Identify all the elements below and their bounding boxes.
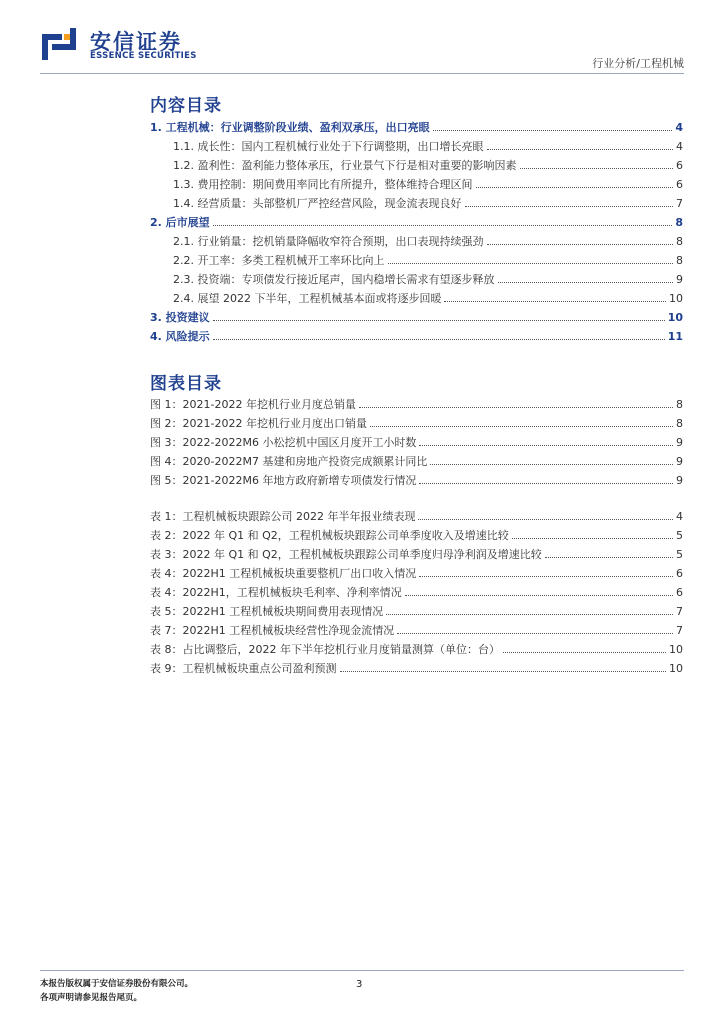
table-entry-text: 表 5：2022H1 工程机械板块期间费用表现情况 (150, 605, 384, 618)
leader-dots (359, 407, 673, 408)
leader-dots (465, 206, 674, 207)
figure-entry-text: 图 2：2021-2022 年挖机行业月度出口销量 (150, 417, 367, 430)
logo-chinese-name: 安信证券 (90, 30, 182, 54)
table-entry-page: 5 (676, 529, 683, 542)
table-entry-page: 10 (669, 662, 683, 675)
table-entry-page: 6 (676, 567, 683, 580)
figure-entry[interactable] (150, 396, 683, 415)
toc-entry-page: 8 (675, 216, 683, 229)
leader-dots (370, 426, 673, 427)
toc-entry[interactable] (150, 157, 683, 176)
leader-dots (419, 483, 673, 484)
toc-entry-text: 2.4. 展望 2022 下半年，工程机械基本面或将逐步回暖 (173, 292, 442, 305)
leader-dots (386, 614, 673, 615)
toc-entry-page: 8 (676, 235, 683, 248)
header-divider (40, 73, 684, 74)
leader-dots (419, 576, 673, 577)
leader-dots (213, 225, 673, 226)
leader-dots (213, 339, 665, 340)
figure-entry-text: 图 1：2021-2022 年挖机行业月度总销量 (150, 398, 356, 411)
toc-entry-page: 10 (669, 292, 683, 305)
toc-entry-text: 1.2. 盈利性：盈利能力整体承压，行业景气下行是相对重要的影响因素 (173, 159, 517, 172)
table-entry[interactable] (150, 546, 683, 565)
leader-dots (512, 538, 673, 539)
leader-dots (397, 633, 673, 634)
toc-entry[interactable] (150, 233, 683, 252)
contents-list (150, 119, 683, 347)
table-entry-text: 表 7：2022H1 工程机械板块经营性净现金流情况 (150, 624, 395, 637)
toc-entry[interactable] (150, 290, 683, 309)
toc-entry-text: 1.3. 费用控制：期间费用率同比有所提升，整体维持合理区间 (173, 178, 473, 191)
table-entry-text: 表 1：工程机械板块跟踪公司 2022 年半年报业绩表现 (150, 510, 416, 523)
toc-entry-page: 11 (667, 330, 683, 343)
table-entry[interactable] (150, 603, 683, 622)
table-entry-text: 表 4：2022H1 工程机械板块重要整机厂出口收入情况 (150, 567, 417, 580)
toc-entry[interactable] (150, 271, 683, 290)
figure-entry-page: 9 (676, 474, 683, 487)
page-number: 3 (356, 979, 363, 990)
table-entry-page: 7 (676, 605, 683, 618)
figure-entry-page: 9 (676, 436, 683, 449)
toc-entry[interactable] (150, 252, 683, 271)
table-entry[interactable] (150, 660, 683, 679)
leader-dots (503, 652, 666, 653)
table-entry-text: 表 4：2022H1，工程机械板块毛利率、净利率情况 (150, 586, 402, 599)
toc-entry-text: 2.1. 行业销量：挖机销量降幅收窄符合预期，出口表现持续强劲 (173, 235, 484, 248)
table-entry-text: 表 3：2022 年 Q1 和 Q2，工程机械板块跟踪公司单季度归母净利润及增速比较 (150, 548, 542, 561)
table-entry-page: 4 (676, 510, 683, 523)
toc-entry-page: 10 (667, 311, 683, 324)
figure-entry-page: 8 (676, 417, 683, 430)
table-entry-page: 6 (676, 586, 683, 599)
table-entry-page: 10 (669, 643, 683, 656)
toc-entry-page: 8 (676, 254, 683, 267)
table-entry-text: 表 8：占比调整后，2022 年下半年挖机行业月度销量测算（单位：台） (150, 643, 500, 656)
figure-entry-text: 图 5：2021-2022M6 年地方政府新增专项债发行情况 (150, 474, 417, 487)
figure-entry[interactable] (150, 415, 683, 434)
leader-dots (498, 282, 674, 283)
figure-entry-page: 9 (676, 455, 683, 468)
essence-logo-icon (40, 26, 80, 62)
figure-entry[interactable] (150, 472, 683, 491)
figure-entry-page: 8 (676, 398, 683, 411)
table-entry[interactable] (150, 527, 683, 546)
leader-dots (340, 671, 667, 672)
disclaimer-notice: 各项声明请参见报告尾页。 (40, 993, 143, 1003)
figure-entry-text: 图 4：2020-2022M7 基建和房地产投资完成额累计同比 (150, 455, 428, 468)
toc-entry-page: 6 (676, 178, 683, 191)
toc-entry-text: 1.4. 经营质量：头部整机厂严控经营风险，现金流表现良好 (173, 197, 462, 210)
figure-entry[interactable] (150, 434, 683, 453)
toc-entry-page: 4 (676, 140, 683, 153)
leader-dots (213, 320, 665, 321)
charts-contents-title: 图表目录 (150, 374, 222, 394)
toc-entry-text: 2.3. 投资端：专项债发行接近尾声，国内稳增长需求有望逐步释放 (173, 273, 495, 286)
toc-entry[interactable] (150, 309, 683, 328)
table-entry-text: 表 9：工程机械板块重点公司盈利预测 (150, 662, 337, 675)
toc-entry-page: 9 (676, 273, 683, 286)
toc-entry-text: 1. 工程机械：行业调整阶段业绩、盈利双承压，出口亮眼 (150, 121, 430, 134)
toc-entry[interactable] (150, 119, 683, 138)
toc-entry-text: 2.2. 开工率：多类工程机械开工率环比向上 (173, 254, 385, 267)
footer-divider (40, 970, 684, 971)
table-entry[interactable] (150, 622, 683, 641)
leader-dots (444, 301, 666, 302)
report-category: 行业分析/工程机械 (592, 57, 684, 70)
toc-entry-page: 4 (675, 121, 683, 134)
toc-entry[interactable] (150, 176, 683, 195)
footer-disclaimer (40, 977, 193, 1005)
leader-dots (545, 557, 673, 558)
toc-entry[interactable] (150, 328, 683, 347)
leader-dots (430, 464, 673, 465)
toc-entry[interactable] (150, 214, 683, 233)
table-entry[interactable] (150, 565, 683, 584)
toc-entry-text: 3. 投资建议 (150, 311, 210, 324)
leader-dots (487, 244, 674, 245)
table-entry[interactable] (150, 584, 683, 603)
table-entry[interactable] (150, 508, 683, 527)
leader-dots (476, 187, 674, 188)
leader-dots (388, 263, 674, 264)
contents-title: 内容目录 (150, 96, 222, 116)
figures-list (150, 396, 683, 491)
figure-entry[interactable] (150, 453, 683, 472)
logo-english-name: ESSENCE SECURITIES (90, 51, 197, 61)
tables-list (150, 508, 683, 679)
table-entry[interactable] (150, 641, 683, 660)
table-entry-page: 5 (676, 548, 683, 561)
figure-entry-text: 图 3：2022-2022M6 小松挖机中国区月度开工小时数 (150, 436, 417, 449)
toc-entry-text: 2. 后市展望 (150, 216, 210, 229)
leader-dots (418, 519, 673, 520)
toc-entry[interactable] (150, 195, 683, 214)
leader-dots (405, 595, 673, 596)
leader-dots (433, 130, 673, 131)
copyright-notice: 本报告版权属于安信证券股份有限公司。 (40, 979, 194, 989)
leader-dots (419, 445, 673, 446)
toc-entry-text: 4. 风险提示 (150, 330, 210, 343)
leader-dots (520, 168, 674, 169)
toc-entry[interactable] (150, 138, 683, 157)
toc-entry-page: 6 (676, 159, 683, 172)
leader-dots (487, 149, 674, 150)
table-entry-text: 表 2：2022 年 Q1 和 Q2，工程机械板块跟踪公司单季度收入及增速比较 (150, 529, 509, 542)
table-entry-page: 7 (676, 624, 683, 637)
toc-entry-text: 1.1. 成长性：国内工程机械行业处于下行调整期，出口增长亮眼 (173, 140, 484, 153)
toc-entry-page: 7 (676, 197, 683, 210)
